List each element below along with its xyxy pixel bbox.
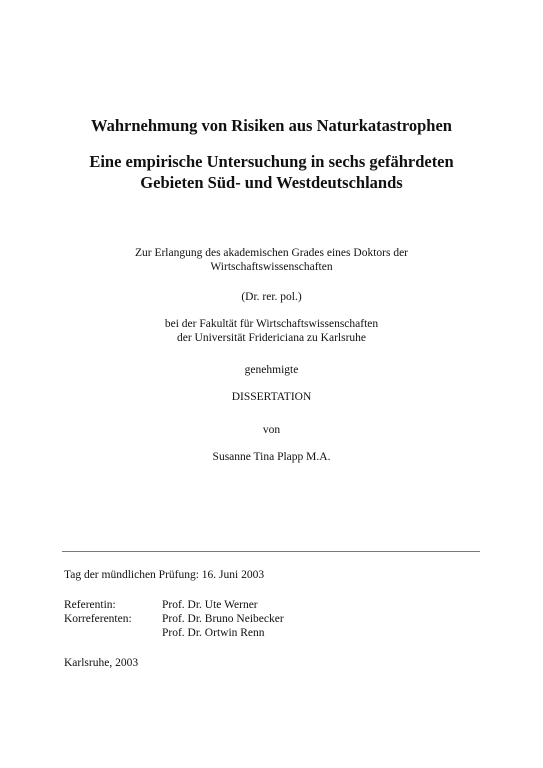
- coreferee-name-2: Prof. Dr. Ortwin Renn: [162, 627, 265, 639]
- purpose-line-2: Wirtschaftswissenschaften: [210, 261, 333, 273]
- faculty-block: [0, 317, 543, 345]
- faculty-line-1: bei der Fakultät für Wirtschaftswissenschaften: [164, 318, 379, 330]
- oral-exam-date: Tag der mündlichen Prüfung: 16. Juni 2003: [64, 569, 265, 581]
- purpose-line-1: Zur Erlangung des akademischen Grades eines Doktors der: [134, 247, 409, 259]
- coreferees-label: Korreferenten:: [64, 613, 132, 625]
- degree-abbreviation: (Dr. rer. pol.): [241, 291, 302, 303]
- referee-label: Referentin:: [64, 599, 116, 611]
- coreferee-name-1: Prof. Dr. Bruno Neibecker: [162, 613, 284, 625]
- document-type: DISSERTATION: [231, 391, 312, 403]
- dissertation-title: Wahrnehmung von Risiken aus Naturkatastrophen: [91, 116, 452, 135]
- degree-purpose: [0, 246, 543, 274]
- faculty-line-2: der Universität Fridericiana zu Karlsruhe: [176, 332, 367, 344]
- referee-name: Prof. Dr. Ute Werner: [162, 599, 258, 611]
- subtitle-line-2: Gebieten Süd- und Westdeutschlands: [140, 173, 403, 192]
- dissertation-subtitle: [0, 151, 543, 193]
- subtitle-line-1: Eine empirische Untersuchung in sechs gefährdeten: [89, 152, 454, 171]
- horizontal-divider: [62, 551, 480, 552]
- place-and-year: Karlsruhe, 2003: [64, 657, 139, 669]
- author-name: Susanne Tina Plapp M.A.: [212, 451, 331, 463]
- approved-text: genehmigte: [244, 364, 299, 376]
- by-text: von: [262, 424, 281, 436]
